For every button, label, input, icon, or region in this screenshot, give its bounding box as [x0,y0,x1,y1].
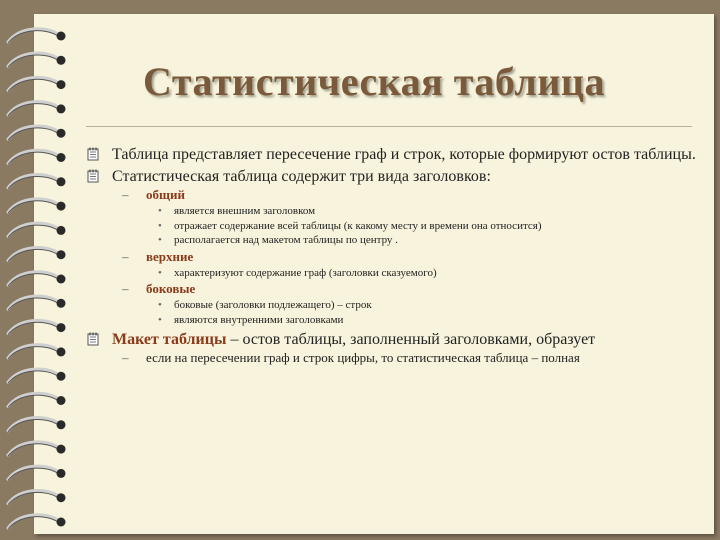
sub-side-item-2-text: являются внутренними заголовками [174,313,344,326]
spiral-ring-shadow [8,419,58,431]
spiral-ring-shadow [8,444,58,456]
spiral-ring-shadow [8,176,58,188]
bullet-2 [86,168,696,186]
sub-side-item-1 [86,298,696,313]
binding-hole [57,226,66,235]
sub-general-item-2-text: отражает содержание всей таблицы (к какому месту и времени она относится) [174,219,542,232]
dash-marker: – [122,248,129,264]
bullet-1-text: Таблица представляет пересечение граф и строк, которые формируют остов таблицы. [112,146,696,163]
sub-general [86,187,696,203]
binding-hole [57,32,66,41]
sub-top-label: верхние [146,248,194,264]
sub-top-item-1 [86,266,696,281]
sub-side [86,281,696,297]
spiral-ring-shadow [8,249,58,261]
sub-general-item-2 [86,219,696,234]
slide-content [86,146,696,367]
spiral-ring-shadow [8,468,58,480]
binding-hole [57,129,66,138]
bullet-3-term: Макет таблицы [112,331,227,348]
binding-hole [57,347,66,356]
dot-marker: • [158,313,162,326]
binding-hole [57,250,66,259]
sub-general-item-1-text: является внешним заголовком [174,205,316,217]
title-divider [86,126,692,127]
spiral-ring-shadow [8,201,58,213]
sub-top-item-1-text: характеризуют содержание граф (заголовки сказуемого) [174,266,437,279]
dash-marker: – [122,281,129,296]
binding-hole [57,420,66,429]
binding-hole [57,396,66,405]
spiral-ring-shadow [8,128,58,140]
spiral-ring-shadow [8,274,58,286]
sub-side-label: боковые [146,281,196,296]
spiral-ring-shadow [8,152,58,164]
spiral-ring-shadow [8,104,58,116]
spiral-ring-shadow [8,298,58,310]
notepad-bullet-icon [86,169,100,183]
binding-hole [57,469,66,478]
binding-hole [57,518,66,527]
spiral-ring-shadow [8,395,58,407]
binding-hole [57,153,66,162]
binding-hole [57,177,66,186]
dash-marker: – [122,187,129,202]
sub-side-item-2 [86,313,696,328]
binding-hole [57,299,66,308]
spiral-ring-shadow [8,347,58,359]
notepad-bullet-icon [86,332,100,346]
binding-hole [57,372,66,381]
dot-marker: • [158,234,162,246]
binding-hole [57,445,66,454]
spiral-ring-shadow [8,322,58,334]
spiral-ring-shadow [8,371,58,383]
sub-general-item-3 [86,233,696,248]
sub-general-item-1 [86,204,696,219]
spiral-ring-shadow [8,225,58,237]
sub-general-item-3-text: располагается над макетом таблицы по центру . [174,234,398,246]
spiral-ring-shadow [8,31,58,43]
binding-hole [57,275,66,284]
spiral-ring-shadow [8,492,58,504]
bullet-3-text: – остов таблицы, заполненный заголовками, образует [226,331,596,348]
sub-side-item-1-text: боковые (заголовки подлежащего) – строк [174,299,372,311]
binding-hole [57,323,66,332]
bullet-3 [86,331,696,349]
dot-marker: • [158,219,162,232]
dot-marker: • [158,299,162,311]
sub-top [86,249,696,265]
bullet-3-sub-text: если на пересечении граф и строк цифры, то статистическая таблица – полная [146,350,580,365]
dot-marker: • [158,266,162,279]
binding-hole [57,104,66,113]
binding-hole [57,493,66,502]
sub-general-label: общий [146,187,185,202]
slide-title: Статистическая таблица [143,59,605,104]
bullet-2-text: Статистическая таблица содержит три вида заголовков: [112,168,491,185]
dash-marker: – [122,350,129,365]
binding-hole [57,202,66,211]
bullet-1 [86,146,696,164]
bullet-3-sub [86,350,696,366]
dot-marker: • [158,205,162,217]
notepad-bullet-icon [86,147,100,161]
spiral-ring-shadow [8,517,58,529]
